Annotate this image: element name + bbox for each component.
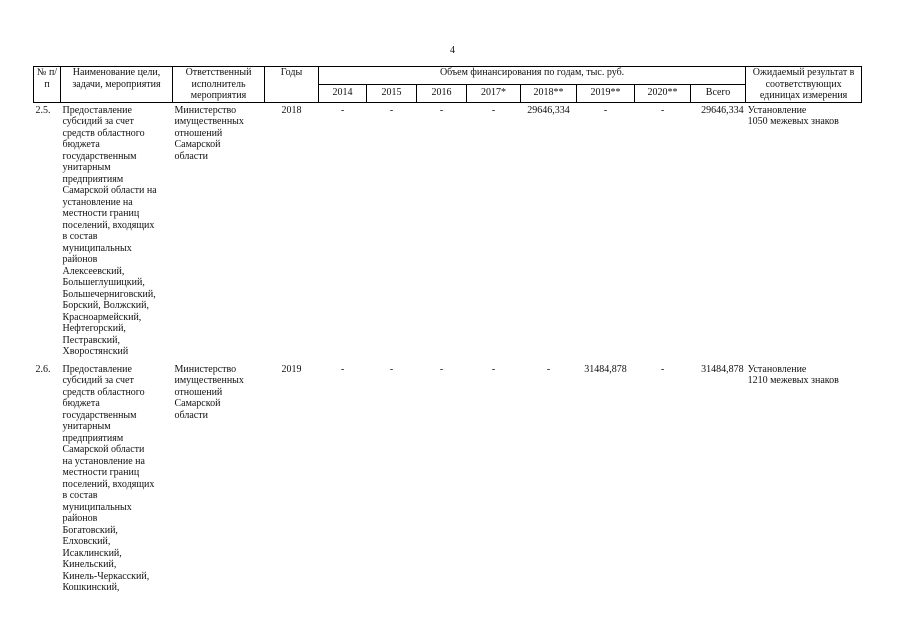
row-name-line: Кинель-Черкасский,: [62, 570, 150, 582]
row-result: [746, 102, 862, 358]
row-name-line: субсидий за счет: [62, 116, 134, 127]
row-amount: -: [491, 363, 496, 375]
row-executor-line: имущественных: [174, 375, 244, 386]
row-name-line: Красноармейский,: [62, 311, 142, 323]
row-name-line: Борский, Волжский,: [62, 300, 149, 311]
page-number: 4: [450, 45, 455, 56]
row-executor-line: Самарской: [174, 398, 221, 409]
row-name-line: государственным: [62, 150, 137, 162]
row-name-line: в состав: [62, 490, 98, 501]
row-executor-line: области: [174, 150, 208, 162]
row-amount: -: [340, 104, 345, 116]
header-result: Ожидаемый результат в соответствующих единицах измерения: [746, 67, 862, 103]
row-name: [61, 364, 173, 594]
row-amount: -: [389, 363, 394, 375]
row-name: [61, 102, 173, 358]
row-name-line: на установление на: [62, 455, 145, 467]
row-name-line: Хворостянский: [62, 346, 129, 357]
row-name-line: бюджета: [62, 139, 100, 150]
row-executor-line: области: [174, 409, 208, 421]
table-row: [34, 364, 862, 594]
row-executor-line: отношений: [174, 127, 223, 139]
row-executor-line: Министерство: [174, 104, 237, 116]
row-name-line: местности границ: [62, 208, 140, 219]
header-year-col: 2015: [367, 84, 417, 102]
row-amount: -: [660, 104, 665, 116]
row-year: 2019: [281, 363, 302, 375]
funding-table: [33, 66, 862, 594]
row-amount: -: [389, 104, 394, 116]
header-year-col: 2018**: [521, 84, 577, 102]
row-name-line: в состав: [62, 231, 98, 242]
row-amount: -: [340, 363, 345, 375]
row-result-line: Установление: [747, 104, 807, 116]
row-result-line: 1050 межевых знаков: [747, 116, 839, 127]
row-number: 2.6.: [35, 363, 51, 375]
row-name-line: Самарской области: [62, 444, 145, 455]
row-name-line: средств областного: [62, 127, 145, 139]
header-year-col: 2017*: [467, 84, 521, 102]
row-total: 29646,334: [701, 104, 744, 116]
row-result-line: 1210 межевых знаков: [747, 375, 839, 386]
row-year: 2018: [281, 104, 302, 116]
row-name-line: субсидий за счет: [62, 375, 134, 386]
header-executor: Ответственный исполнитель мероприятия: [173, 67, 265, 103]
row-executor-line: Министерство: [174, 363, 237, 375]
row-amount: -: [546, 363, 551, 375]
row-name-line: Большеглушицкий,: [62, 277, 145, 288]
row-total: 31484,878: [701, 363, 744, 375]
table-row: [34, 102, 862, 358]
row-name-line: районов: [62, 513, 98, 524]
row-name-line: Самарской области на: [62, 185, 157, 196]
header-num: № п/п: [34, 67, 61, 103]
row-name-line: Предоставление: [62, 104, 132, 116]
row-name-line: Алексеевский,: [62, 265, 125, 277]
row-executor-line: Самарской: [174, 139, 221, 150]
row-name-line: предприятиям: [62, 432, 124, 444]
row-name-line: муниципальных: [62, 501, 132, 513]
row-executor: [173, 364, 265, 594]
row-name-line: установление на: [62, 196, 133, 208]
row-name-line: Кошкинский,: [62, 582, 120, 593]
row-amount: -: [439, 363, 444, 375]
row-executor: [173, 102, 265, 358]
row-result-line: Установление: [747, 363, 807, 375]
row-amount: 31484,878: [584, 363, 627, 375]
row-name-line: Предоставление: [62, 363, 132, 375]
row-name-line: Нефтегорский,: [62, 323, 126, 334]
row-name-line: средств областного: [62, 386, 145, 398]
row-name-line: поселений, входящих: [62, 478, 155, 490]
row-number: 2.5.: [35, 104, 51, 116]
row-name-line: Кинельский,: [62, 559, 117, 570]
header-total-col: Всего: [691, 84, 746, 102]
row-name-line: Елховский,: [62, 536, 111, 547]
header-name: Наименование цели, задачи, мероприятия: [61, 67, 173, 103]
row-name-line: бюджета: [62, 398, 100, 409]
row-name-line: местности границ: [62, 467, 140, 478]
row-name-line: Богатовский,: [62, 524, 118, 536]
row-name-line: поселений, входящих: [62, 219, 155, 231]
row-executor-line: имущественных: [174, 116, 244, 127]
header-year-col: 2016: [417, 84, 467, 102]
row-name-line: унитарным: [62, 162, 111, 173]
row-result: [746, 364, 862, 594]
row-name-line: Пестравский,: [62, 334, 120, 346]
row-name-line: Исаклинский,: [62, 547, 122, 559]
row-executor-line: отношений: [174, 386, 223, 398]
row-amount: -: [491, 104, 496, 116]
header-year-col: 2014: [319, 84, 367, 102]
row-amount: -: [603, 104, 608, 116]
header-year-col: 2020**: [635, 84, 691, 102]
row-name-line: Большечерниговский,: [62, 288, 156, 300]
row-name-line: муниципальных: [62, 242, 132, 254]
row-name-line: государственным: [62, 409, 137, 421]
row-amount: -: [439, 104, 444, 116]
row-name-line: унитарным: [62, 421, 111, 432]
row-name-line: предприятиям: [62, 173, 124, 185]
header-funding: Объем финансирования по годам, тыс. руб.: [319, 67, 746, 85]
table-body: [34, 102, 862, 594]
header-years: Годы: [265, 67, 319, 103]
row-name-line: районов: [62, 254, 98, 265]
header-year-col: 2019**: [577, 84, 635, 102]
row-amount: 29646,334: [527, 104, 570, 116]
row-amount: -: [660, 363, 665, 375]
